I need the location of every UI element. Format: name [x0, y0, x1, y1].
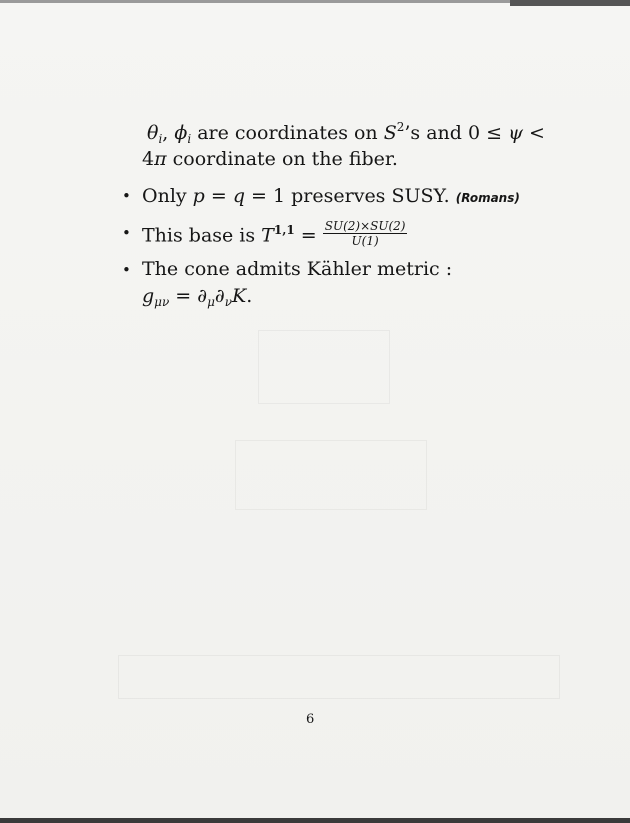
subscript: i: [187, 132, 192, 146]
text: This base is: [142, 224, 262, 247]
partial-symbol: ∂: [214, 285, 225, 307]
text: <: [522, 122, 545, 144]
g-symbol: g: [142, 285, 155, 307]
text: ’s and 0 ≤: [404, 122, 509, 144]
text: The cone admits Kähler metric :: [142, 258, 453, 280]
bullet-marker: •: [122, 224, 131, 242]
t-symbol: T: [261, 224, 274, 247]
bullet-marker: •: [122, 261, 131, 279]
phi-symbol: ϕ: [174, 122, 188, 144]
superscript: 2: [396, 120, 405, 134]
subscript: μ: [207, 295, 215, 309]
bullet-kahler-line-1: [142, 260, 452, 279]
theta-symbol: θ: [147, 122, 159, 144]
psi-symbol: ψ: [508, 122, 523, 144]
p-symbol: p: [192, 185, 205, 207]
page-number: 6: [306, 712, 315, 727]
subscript: μν: [154, 295, 170, 309]
coordinates-line-1: [147, 120, 545, 146]
superscript: 1,1: [273, 222, 295, 237]
text: 4: [142, 148, 155, 170]
subscript: i: [158, 132, 163, 146]
sphere-symbol: S: [383, 122, 397, 144]
fraction-numerator: SU(2)×SU(2): [324, 219, 406, 233]
k-symbol: K: [232, 285, 247, 307]
coordinates-line-2: [142, 150, 398, 169]
subscript: ν: [224, 295, 233, 309]
bullet-susy: [142, 187, 520, 206]
bullet-kahler-line-2: [142, 285, 253, 309]
text: ,: [162, 122, 175, 144]
text: = ∂: [169, 285, 208, 307]
q-symbol: q: [232, 185, 246, 207]
text: Only: [142, 185, 193, 207]
text: .: [246, 285, 253, 307]
fraction-denominator: U(1): [351, 234, 379, 248]
citation-note: (Romans): [455, 191, 520, 205]
bullet-marker: •: [122, 187, 131, 205]
text: are coordinates on: [191, 122, 384, 144]
text: =: [204, 185, 233, 207]
quotient-fraction: [323, 220, 408, 247]
pi-symbol: π: [154, 148, 167, 170]
text: = 1 preserves SUSY.: [245, 185, 450, 207]
text: =: [294, 224, 323, 247]
text: coordinate on the fiber.: [166, 148, 398, 170]
bullet-base: [142, 219, 407, 250]
